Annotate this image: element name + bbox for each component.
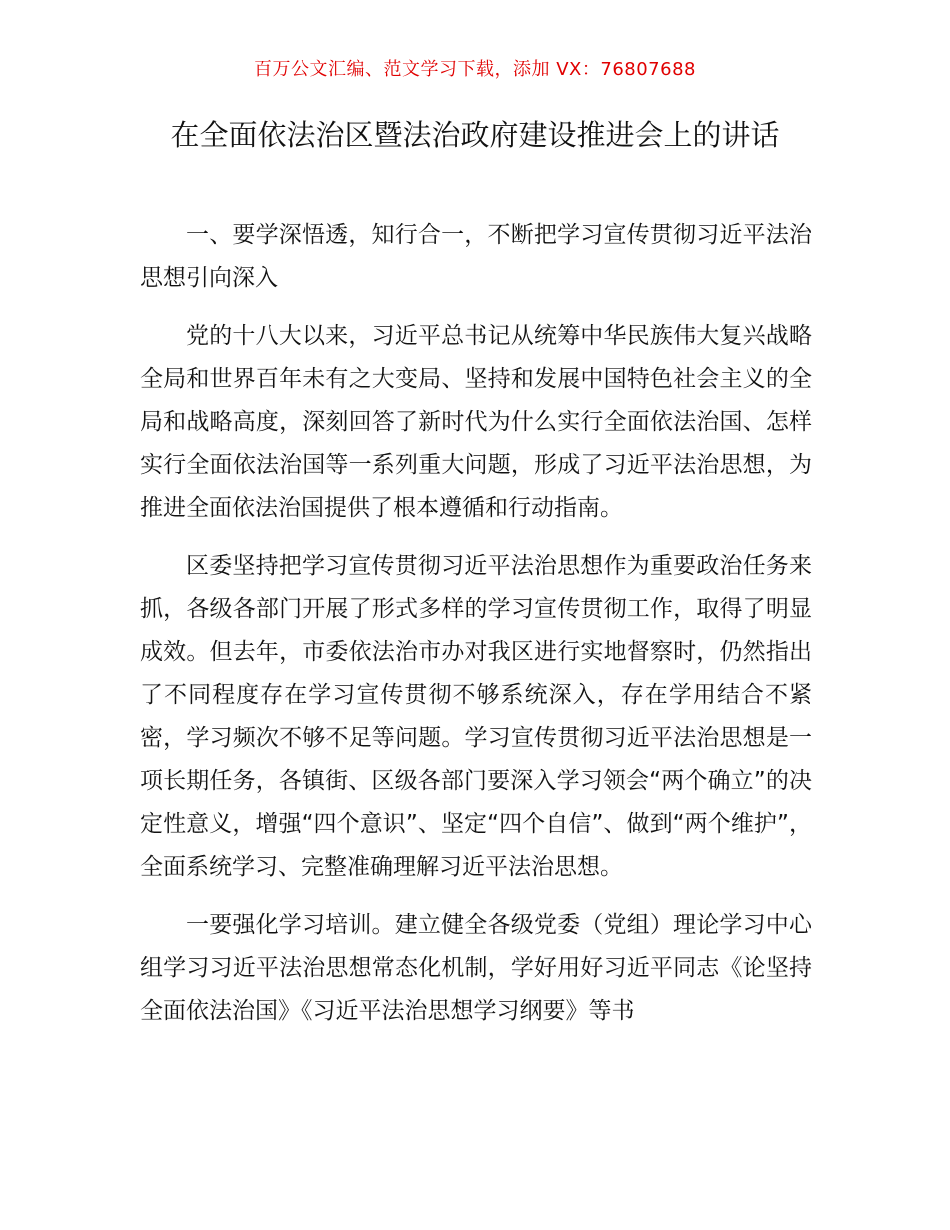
header-watermark: 百万公文汇编、范文学习下载，添加 VX：76807688 xyxy=(254,59,696,80)
document-body xyxy=(140,214,812,1048)
body-paragraph-3: 一要强化学习培训。建立健全各级党委（党组）理论学习中心组学习习近平法治思想常态化机制，学好用好习近平同志《论坚持全面依法治国》《习近平法治思想学习纲要》等书 xyxy=(140,912,812,1024)
body-paragraph-2: 区委坚持把学习宣传贯彻习近平法治思想作为重要政治任务来抓，各级各部门开展了形式多样的学习宣传贯彻工作，取得了明显成效。但去年，市委依法治市办对我区进行实地督察时，仍然指出了不同程度存在学习宣传贯彻不够系统深入，存在学用结合不紧密，学习频次不够不足等问题。学习宣传贯彻习近平法治思想是一项长期任务，各镇街、区级各部门要深入学习领会“两个确立”的决定性意义，增强“四个意识”、坚定“四个自信”、做到“两个维护”，全面系统学习、完整准确理解习近平法治思想。 xyxy=(140,553,812,880)
section-heading-1: 一、要学深悟透，知行合一，不断把学习宣传贯彻习近平法治思想引向深入 xyxy=(140,222,812,291)
document-title: 在全面依法治区暨法治政府建设推进会上的讲话 xyxy=(170,118,780,152)
body-paragraph-1: 党的十八大以来，习近平总书记从统筹中华民族伟大复兴战略全局和世界百年未有之大变局、坚持和发展中国特色社会主义的全局和战略高度，深刻回答了新时代为什么实行全面依法治国、怎样实行全面依法治国等一系列重大问题，形成了习近平法治思想，为推进全面依法治国提供了根本遵循和行动指南。 xyxy=(140,323,812,521)
